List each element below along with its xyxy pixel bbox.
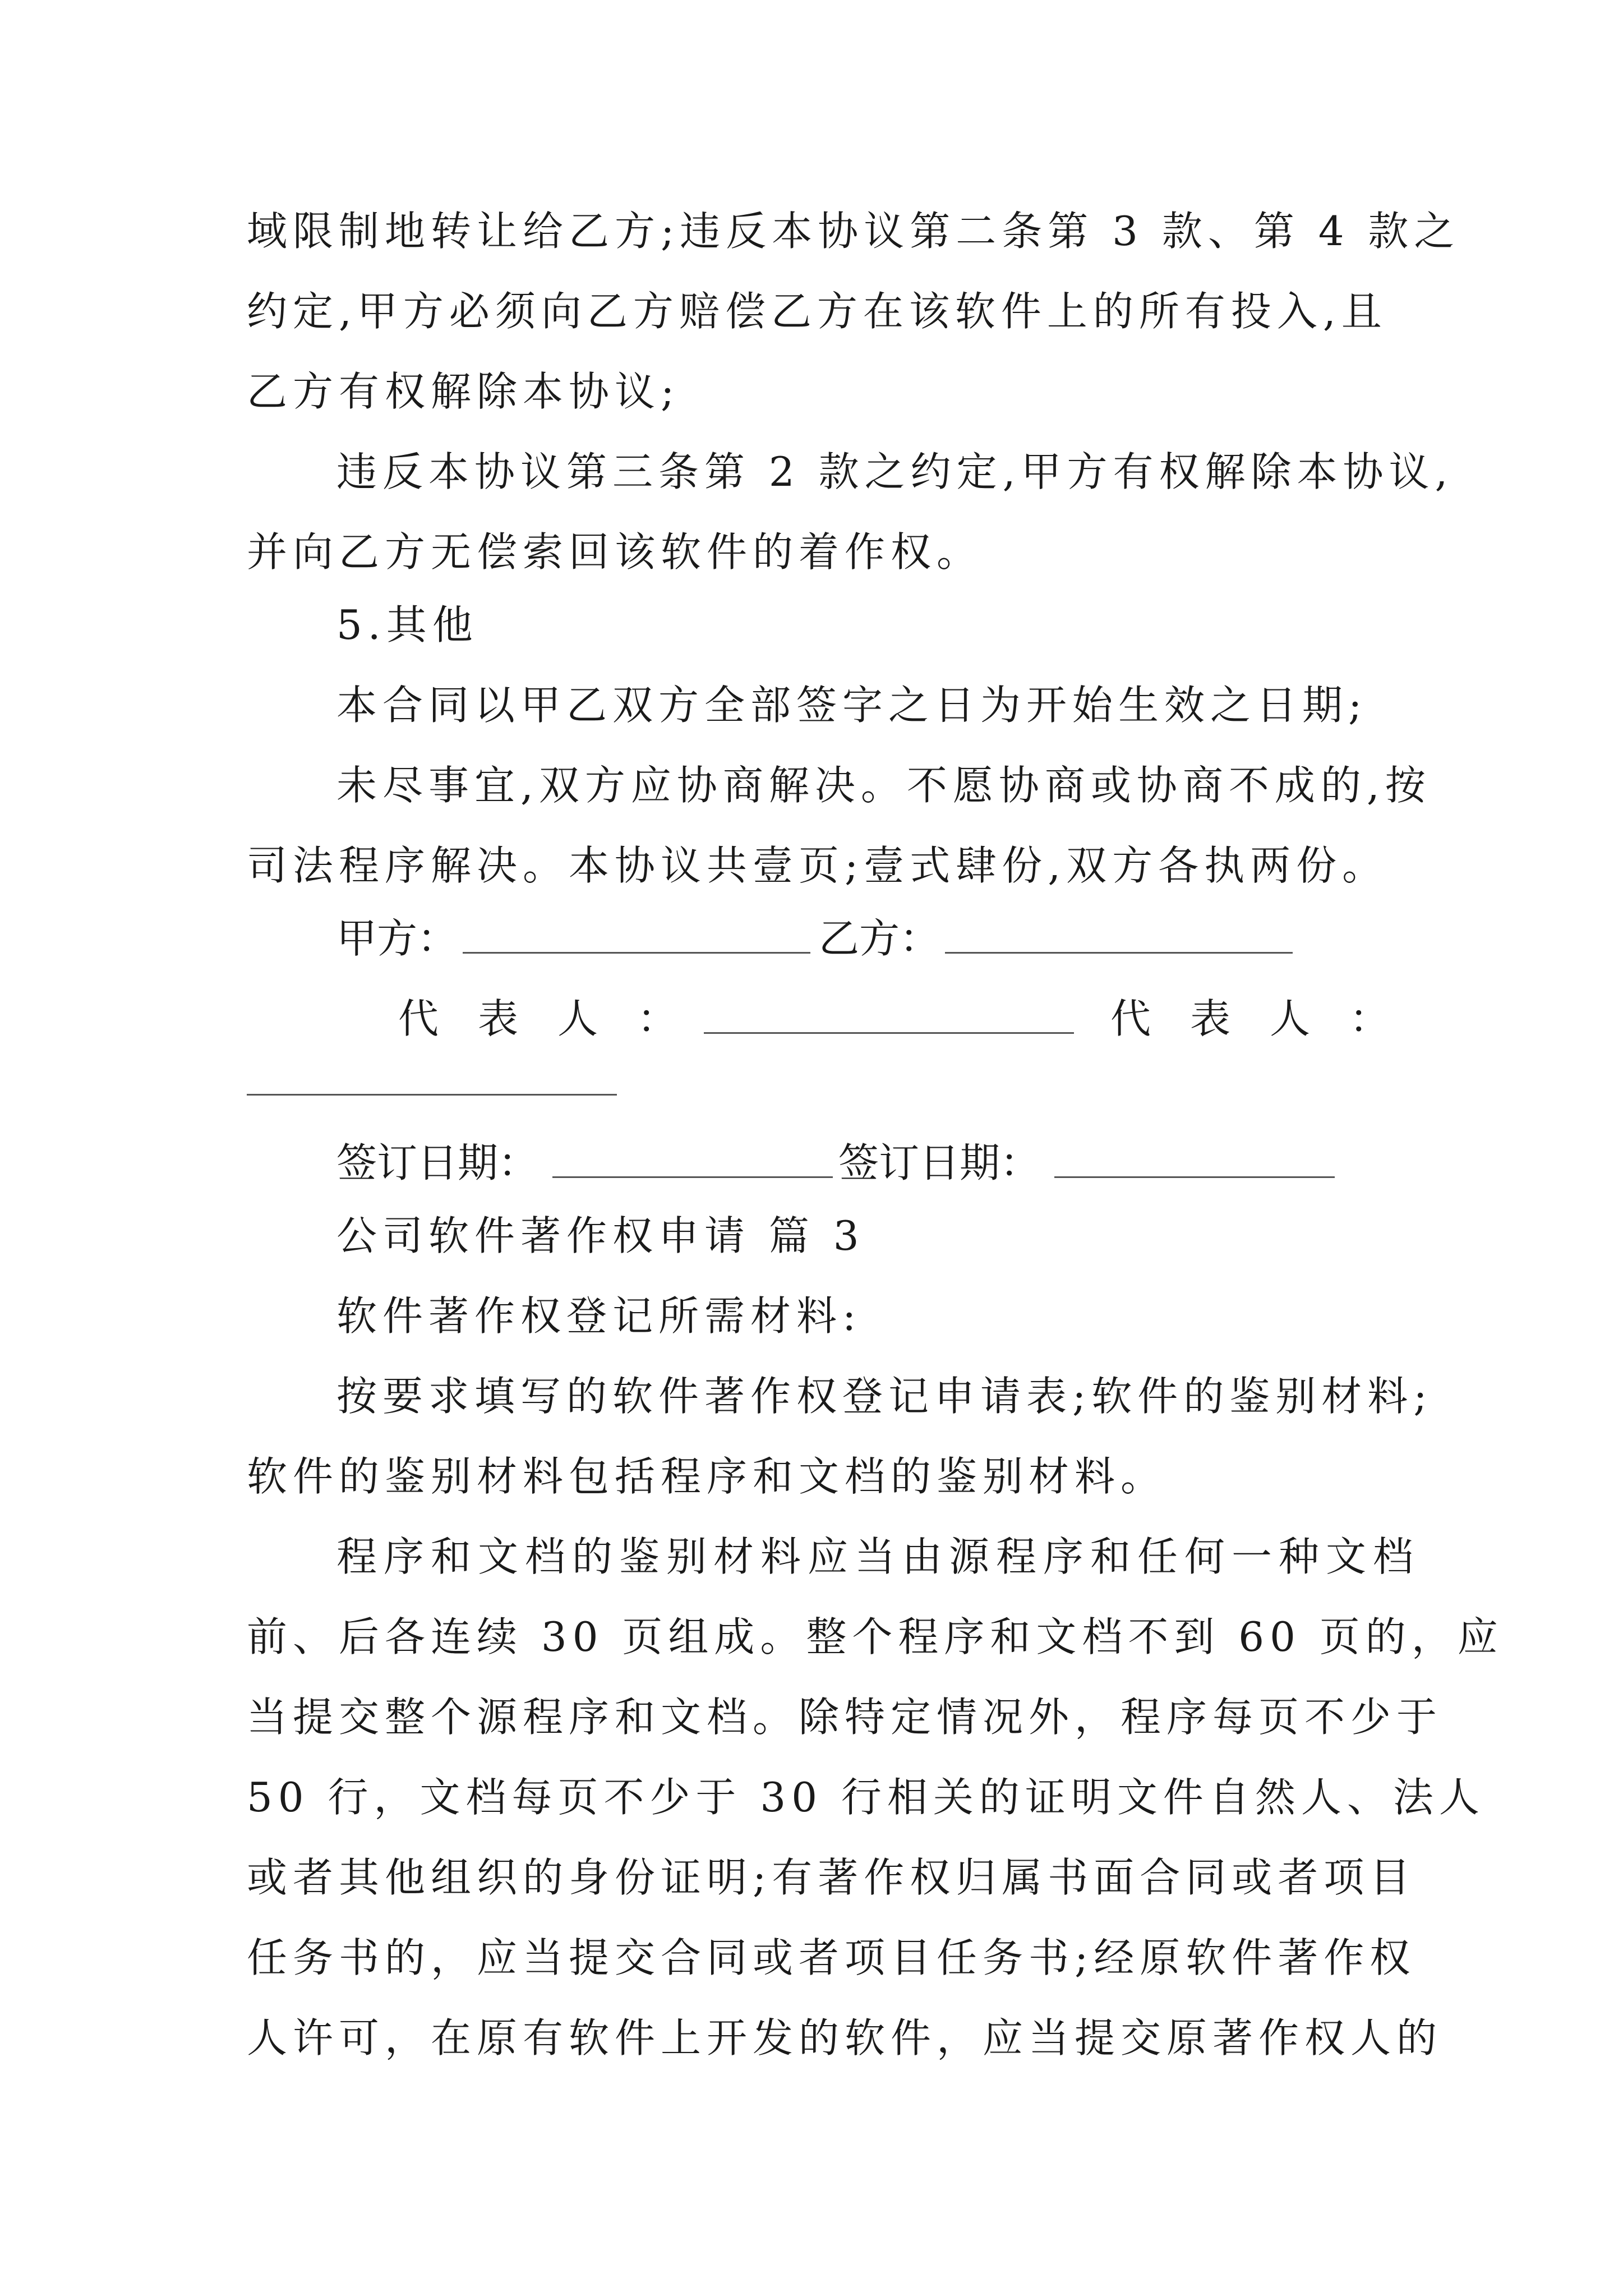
section-title: 公司软件著作权申请 篇 3 [336, 1212, 865, 1259]
paragraph-line: 按要求填写的软件著作权登记申请表;软件的鉴别材料; [336, 1373, 1433, 1420]
paragraph-line: 人许可，在原有软件上开发的软件，应当提交原著作权人的 [247, 2014, 1443, 2062]
paragraph-line: 未尽事宜,双方应协商解决。不愿协商或协商不成的,按 [336, 762, 1431, 809]
rep-b-label: 代表人： [1110, 995, 1430, 1042]
section-heading: 5.其他 [336, 601, 478, 648]
paragraph-line: 前、后各连续 30 页组成。整个程序和文档不到 60 页的，应 [247, 1613, 1504, 1660]
paragraph-line: 本合同以甲乙双方全部签字之日为开始生效之日期; [336, 682, 1368, 729]
paragraph-line: 当提交整个源程序和文档。除特定情况外，程序每页不少于 [247, 1694, 1443, 1741]
party-b-blank [945, 952, 1293, 954]
date-b-blank [1054, 1176, 1335, 1178]
paragraph-line: 程序和文档的鉴别材料应当由源程序和任何一种文档 [336, 1533, 1421, 1580]
paragraph-line: 乙方有权解除本协议; [247, 368, 680, 415]
date-b-label: 签订日期： [838, 1139, 1041, 1186]
paragraph-line: 司法程序解决。本协议共壹页;壹式肆份,双方各执两份。 [247, 842, 1389, 889]
paragraph-line: 软件著作权登记所需材料: [336, 1292, 862, 1340]
paragraph-line: 域限制地转让给乙方;违反本协议第二条第 3 款、第 4 款之 [247, 208, 1460, 255]
paragraph-line: 并向乙方无偿索回该软件的着作权。 [247, 528, 983, 576]
rep-a-label: 代表人： [398, 995, 717, 1042]
party-b-label: 乙方： [819, 915, 940, 962]
rep-b-blank [247, 1094, 617, 1096]
paragraph-line: 违反本协议第三条第 2 款之约定,甲方有权解除本协议, [336, 448, 1454, 495]
paragraph-line: 约定,甲方必须向乙方赔偿乙方在该软件上的所有投入,且 [247, 288, 1387, 335]
paragraph-line: 软件的鉴别材料包括程序和文档的鉴别材料。 [247, 1453, 1167, 1500]
paragraph-line: 或者其他组织的身份证明;有著作权归属书面合同或者项目 [247, 1854, 1416, 1901]
paragraph-line: 50 行，文档每页不少于 30 行相关的证明文件自然人、法人 [247, 1774, 1485, 1821]
paragraph-line: 任务书的，应当提交合同或者项目任务书;经原软件著作权 [247, 1934, 1416, 1981]
party-a-label: 甲方： [336, 915, 458, 962]
date-a-blank [552, 1176, 833, 1178]
rep-a-blank [704, 1032, 1074, 1034]
party-a-blank [463, 952, 810, 954]
date-a-label: 签订日期： [336, 1139, 539, 1186]
